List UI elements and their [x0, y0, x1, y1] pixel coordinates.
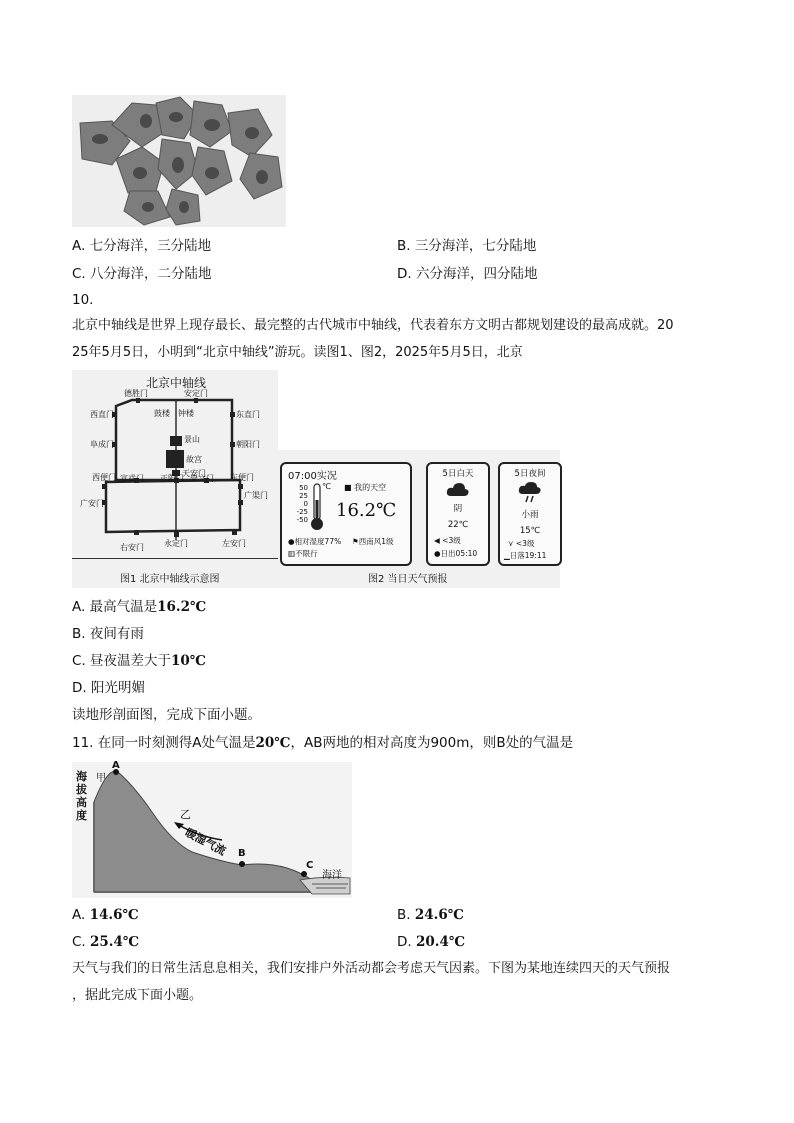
option-letter: C.	[72, 266, 86, 282]
no-restriction-icon: ▥	[288, 549, 296, 558]
current-conditions-panel	[280, 462, 412, 566]
option-text: 七分海洋，三分陆地	[89, 238, 212, 254]
q10-option-b[interactable]	[72, 625, 144, 643]
my-sky-text: 我的天空	[354, 483, 387, 492]
q9-option-d[interactable]	[397, 265, 537, 283]
altitude-axis-label	[76, 770, 87, 822]
wind-value: 西南风1级	[358, 537, 394, 546]
square-icon: ■	[344, 483, 352, 492]
label-dongbianmen: 东便门	[230, 473, 254, 482]
my-sky-label	[344, 482, 386, 493]
q9-option-a[interactable]	[72, 237, 211, 255]
q9-option-b[interactable]	[397, 237, 536, 255]
option-value: 25.4℃	[90, 934, 140, 950]
night-wind	[508, 538, 534, 549]
figure1-caption-divider	[72, 558, 278, 559]
wind-arrow-icon: ◀	[434, 536, 440, 545]
humidity-value: 相对湿度77%	[294, 537, 342, 546]
option-letter: C.	[72, 653, 86, 669]
weather-intro-line1: 天气与我们的日常生活息息相关，我们安排户外活动都会考虑天气因素。下图为某地连续四天的天气预报	[72, 961, 671, 976]
figure1-title: 北京中轴线	[146, 376, 207, 390]
q11-stem-temp: 20℃	[255, 735, 291, 751]
q11-option-d[interactable]	[397, 933, 465, 951]
day-forecast-panel	[426, 462, 490, 566]
terrain-drawing	[72, 762, 352, 898]
q11-option-b[interactable]	[397, 906, 464, 924]
q11-stem-part1: 11. 在同一时刻测得A处气温是	[72, 735, 256, 751]
label-tiananmen: 天安门	[182, 469, 206, 478]
q11-stem	[72, 734, 573, 752]
night-sun	[504, 550, 546, 561]
label-guangqumen: 广渠门	[244, 491, 268, 500]
label-andingmen: 安定门	[184, 389, 208, 398]
scale-tick: 0	[303, 500, 308, 508]
humidity-text	[288, 536, 341, 547]
label-chongwenmen: 崇文门	[190, 474, 214, 483]
terrain-profile-figure	[72, 762, 352, 898]
unit-label: ℃	[322, 482, 331, 491]
scale-tick: 25	[299, 492, 308, 500]
label-youanmen: 右安门	[120, 543, 144, 552]
q11-option-a[interactable]	[72, 906, 139, 924]
flag-icon: ⚑	[352, 537, 359, 546]
label-xizhimen: 西直门	[90, 410, 114, 419]
restriction-value: 不限行	[295, 549, 318, 558]
point-a-label: A	[112, 760, 120, 771]
label-deshengmen: 德胜门	[124, 389, 148, 398]
current-temp: 16.2℃	[336, 500, 397, 521]
label-gulou: 鼓楼	[154, 409, 170, 418]
option-value: 20.4℃	[415, 934, 466, 950]
ylabel-char: 拔	[76, 783, 87, 796]
droplet-icon: ●	[288, 537, 295, 546]
label-chaoyangmen: 朝阳门	[236, 440, 260, 449]
q10-stem-line1: 北京中轴线是世界上现存最长、最完整的古代城市中轴线，代表着东方文明古都规划建设的最高成就。20	[72, 318, 674, 333]
label-xibianmen: 西便门	[92, 473, 116, 482]
label-zuoanmen: 左安门	[222, 539, 246, 548]
q10-stem-line2: 25年5月5日，小明到“北京中轴线”游玩。读图1、图2，2025年5月5日，北京	[72, 345, 523, 360]
night-wind-value: <3级	[515, 539, 535, 548]
profile-intro: 读地形剖面图，完成下面小题。	[72, 707, 261, 723]
sunrise-value: 日出05:10	[440, 549, 478, 558]
option-letter: B.	[397, 907, 411, 923]
label-yongdingmen: 永定门	[164, 539, 188, 548]
weather-intro-line2: ，据此完成下面小题。	[72, 988, 203, 1003]
option-value: 14.6℃	[89, 907, 139, 923]
scale-tick: 50	[299, 484, 308, 492]
current-heading: 07:00实况	[288, 471, 337, 482]
rain-cloud-icon	[518, 482, 542, 504]
option-text: 三分海洋，七分陆地	[414, 238, 537, 254]
day-sun	[434, 548, 477, 559]
option-text: 最高气温是	[89, 599, 158, 615]
option-text: 八分海洋，二分陆地	[90, 266, 212, 282]
wind-text	[352, 536, 394, 547]
label-guanganmen: 广安门	[80, 499, 104, 508]
q10-option-d[interactable]	[72, 679, 145, 697]
day-wind	[434, 535, 461, 546]
figure1-caption: 图1 北京中轴线示意图	[120, 574, 220, 585]
option-text: 昼夜温差大于	[90, 653, 172, 669]
option-letter: A.	[72, 599, 86, 615]
q9-option-c[interactable]	[72, 265, 212, 283]
option-value: 10℃	[171, 653, 206, 669]
option-letter: A.	[72, 907, 86, 923]
label-zhonglou: 钟楼	[178, 409, 194, 418]
night-forecast-panel	[498, 462, 562, 566]
label-zhengyangmen: 正阳门	[160, 474, 184, 483]
point-b-label: B	[238, 848, 246, 859]
label-dongzhimen: 东直门	[236, 410, 260, 419]
q10-option-c[interactable]	[72, 652, 206, 670]
warm-humid-airflow-label: 暖湿气流	[182, 825, 228, 858]
option-value: 16.2℃	[157, 599, 207, 615]
day-heading: 5日白天	[442, 469, 474, 479]
sunset-icon: ▁	[504, 551, 510, 560]
scale-tick: -25	[296, 508, 308, 516]
cloud-icon	[446, 482, 470, 498]
world-map-net-figure	[72, 95, 286, 227]
label-gugong: 故宫	[186, 455, 202, 464]
option-value: 24.6℃	[414, 907, 464, 923]
option-letter: A.	[72, 238, 86, 254]
figure2-weather-forecast	[278, 450, 560, 588]
ylabel-char: 度	[76, 809, 87, 822]
point-c-label: C	[306, 860, 314, 871]
restriction-text	[288, 548, 318, 559]
night-weather: 小雨	[521, 510, 539, 520]
sunset-value: 日落19:11	[509, 551, 547, 560]
ocean-label: 海洋	[322, 870, 342, 881]
thermometer-scale	[292, 484, 308, 524]
ylabel-char: 海	[76, 770, 87, 783]
night-temp: 15℃	[519, 526, 541, 536]
scale-tick: -50	[296, 516, 308, 524]
label-fuchengmen: 阜成门	[90, 440, 114, 449]
q11-stem-part2: ，AB两地的相对高度为900m，则B处的气温是	[290, 735, 574, 751]
q10-number: 10.	[72, 292, 94, 308]
option-letter: C.	[72, 934, 86, 950]
day-wind-value: <3级	[442, 536, 461, 545]
night-heading: 5日夜间	[514, 469, 546, 479]
ylabel-char: 高	[76, 796, 87, 809]
option-letter: B.	[72, 626, 86, 642]
yi-label: 乙	[180, 808, 191, 821]
option-letter: D.	[397, 266, 412, 282]
option-letter: D.	[72, 680, 87, 696]
q11-option-c[interactable]	[72, 933, 139, 951]
option-text: 阳光明媚	[90, 680, 145, 696]
wind-arrow-icon: ⋎	[508, 539, 514, 548]
figure1-beijing-axis	[72, 370, 278, 588]
sunrise-icon: ●	[434, 549, 441, 558]
figure2-caption: 图2 当日天气预报	[368, 574, 448, 585]
option-text: 六分海洋，四分陆地	[415, 266, 538, 282]
jia-label: 甲	[96, 773, 106, 784]
option-letter: D.	[397, 934, 412, 950]
day-weather: 阴	[453, 504, 463, 514]
q10-option-a[interactable]	[72, 598, 206, 616]
label-xuanwumen: 宣武门	[120, 474, 144, 483]
label-jingshan: 景山	[184, 435, 200, 444]
option-letter: B.	[397, 238, 411, 254]
option-text: 夜间有雨	[89, 626, 144, 642]
day-temp: 22℃	[447, 520, 469, 530]
